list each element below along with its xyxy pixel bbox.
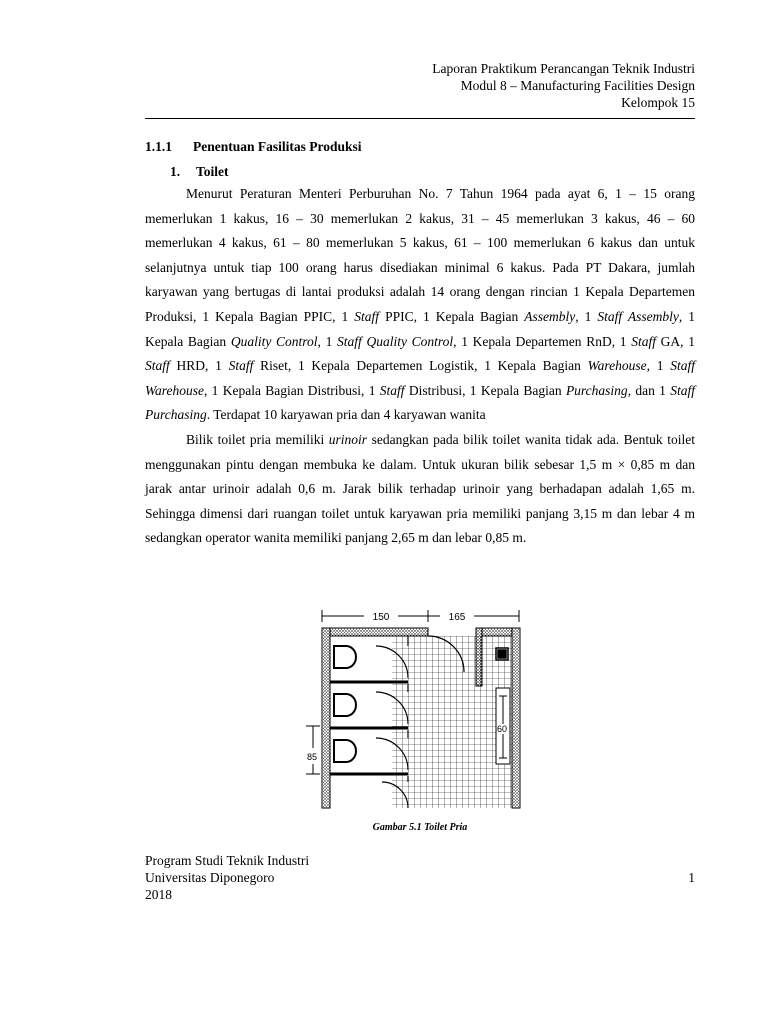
- toilet-floor-plan-figure: [300, 606, 540, 812]
- dimension-label-85: 85: [307, 752, 318, 762]
- footer-department: Program Studi Teknik Industri: [145, 853, 310, 868]
- body-text: [145, 182, 695, 551]
- page-number: 1: [688, 870, 695, 885]
- toilet-floor-plan-drawing: [300, 606, 540, 812]
- header-report-title: Laporan Praktikum Perancangan Teknik Industri: [432, 61, 695, 76]
- section-number: 1.1.1: [145, 139, 172, 154]
- toilet-bowls: [334, 646, 356, 762]
- page-footer: [145, 852, 309, 903]
- running-header: [432, 60, 695, 111]
- subsection-title: Toilet: [196, 164, 229, 179]
- subsection-heading: [170, 164, 229, 180]
- paragraph-dimensions: Bilik toilet pria memiliki urinoir sedangkan pada bilik toilet wanita tidak ada. Bentuk toilet menggunakan pintu dengan membuka ke dalam. Untuk ukuran bilik sebesar 1,5 m × 0,85 m dan jarak antar urinoir adalah 0,6 m. Jarak bilik terhadap urinoir yang berhadapan adalah 1,65 m. Sehingga dimensi dari ruangan toilet untuk karyawan pria memiliki panjang 3,15 m dan lebar 4 m sedangkan operator wanita memiliki panjang 2,65 m dan lebar 0,85 m.: [145, 431, 695, 546]
- subsection-number: 1.: [170, 164, 181, 179]
- urinals: [496, 648, 508, 660]
- figure-caption: Gambar 5.1 Toilet Pria: [372, 822, 468, 833]
- dimension-label-165: 165: [448, 612, 466, 623]
- tiled-floor: [392, 636, 512, 808]
- header-module-title: Modul 8 – Manufacturing Facilities Design: [460, 78, 695, 93]
- footer-year: 2018: [145, 887, 172, 902]
- section-heading: [145, 139, 362, 155]
- dimension-label-150: 150: [372, 612, 390, 623]
- footer-university: Universitas Diponegoro: [145, 870, 275, 885]
- paragraph-regulation: Menurut Peraturan Menteri Perburuhan No. 7 Tahun 1964 pada ayat 6, 1 – 15 orang memerlukan 1 kakus, 16 – 30 memerlukan 2 kakus, 31 – 45 memerlukan 3 kakus, 46 – 60 memerlukan 4 kakus, 61 – 80 memerlukan 5 kakus, 61 – 100 memerlukan 6 kakus dan untuk selanjutnya untuk tiap 100 orang harus disediakan minimal 6 kakus. Pada PT Dakara, jumlah karyawan yang bertugas di lantai produksi adalah 14 orang dengan rincian 1 Kepala Departemen Produksi, 1 Kepala Bagian PPIC, 1 Staff PPIC, 1 Kepala Bagian Assembly, 1 Staff Assembly, 1 Kepala Bagian Quality Control, 1 Staff Quality Control, 1 Kepala Departemen RnD, 1 Staff GA, 1 Staff HRD, 1 Staff Riset, 1 Kepala Departemen Logistik, 1 Kepala Bagian Warehouse, 1 Staff Warehouse, 1 Kepala Bagian Distribusi, 1 Staff Distribusi, 1 Kepala Bagian Purchasing, dan 1 Staff Purchasing. Terdapat 10 karyawan pria dan 4 karyawan wanita: [145, 186, 696, 423]
- section-title: Penentuan Fasilitas Produksi: [193, 139, 362, 154]
- header-divider: [145, 118, 695, 119]
- dimension-label-60: 60: [497, 724, 508, 734]
- header-group: Kelompok 15: [621, 95, 695, 110]
